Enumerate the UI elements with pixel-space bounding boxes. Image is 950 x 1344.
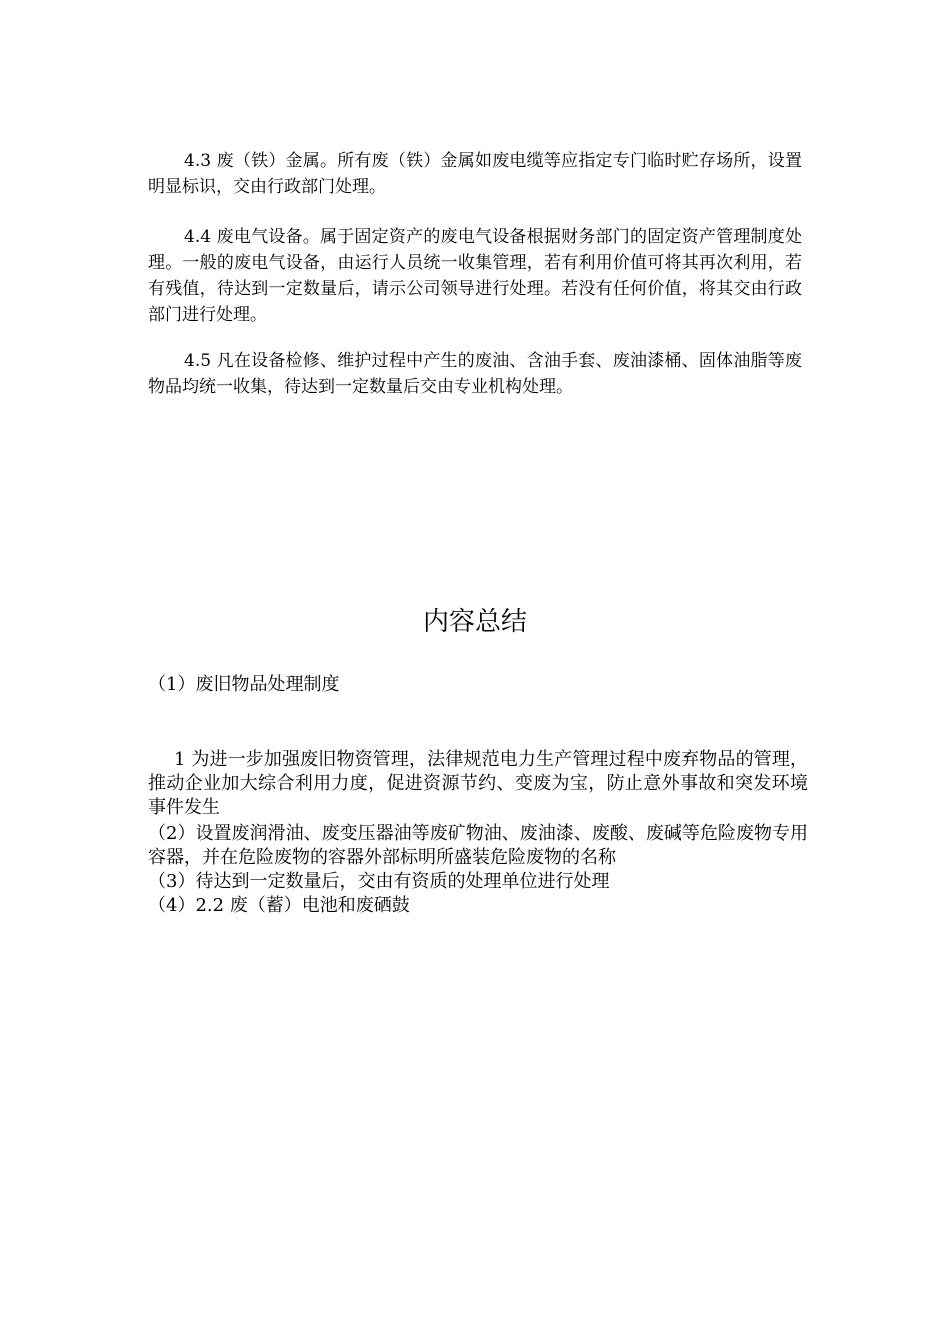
- summary-intro: 1 为进一步加强废旧物资管理，法律规范电力生产管理过程中废弃物品的管理，推动企业加大综合利用力度，促进资源节约、变废为宝，防止意外事故和突发环境事件发生: [148, 749, 808, 818]
- summary-item-2: （2）设置废润滑油、废变压器油等废矿物油、废油漆、废酸、废碱等危险废物专用容器，并在危险废物的容器外部标明所盛装危险废物的名称: [148, 823, 808, 868]
- summary-item-4: （4）2.2 废（蓄）电池和废硒鼓: [148, 895, 410, 916]
- summary-item-1: （1）废旧物品处理制度: [148, 674, 340, 695]
- summary-item-3: （3）待达到一定数量后，交由有资质的处理单位进行处理: [148, 871, 610, 892]
- paragraph-4-5: 4.5 凡在设备检修、维护过程中产生的废油、含油手套、废油漆桶、固体油脂等废物品均统一收集，待达到一定数量后交由专业机构处理。: [148, 351, 802, 397]
- paragraph-4-3: 4.3 废（铁）金属。所有废（铁）金属如废电缆等应指定专门临时贮存场所，设置明显标识，交由行政部门处理。: [148, 151, 802, 197]
- paragraph-4-4: 4.4 废电气设备。属于固定资产的废电气设备根据财务部门的固定资产管理制度处理。一般的废电气设备，由运行人员统一收集管理，若有利用价值可将其再次利用，若有残值，待达到一定数量后，请示公司领导进行处理。若没有任何价值，将其交由行政部门进行处理。: [148, 227, 802, 325]
- summary-list: [148, 822, 808, 918]
- summary-title: 内容总结: [422, 607, 527, 637]
